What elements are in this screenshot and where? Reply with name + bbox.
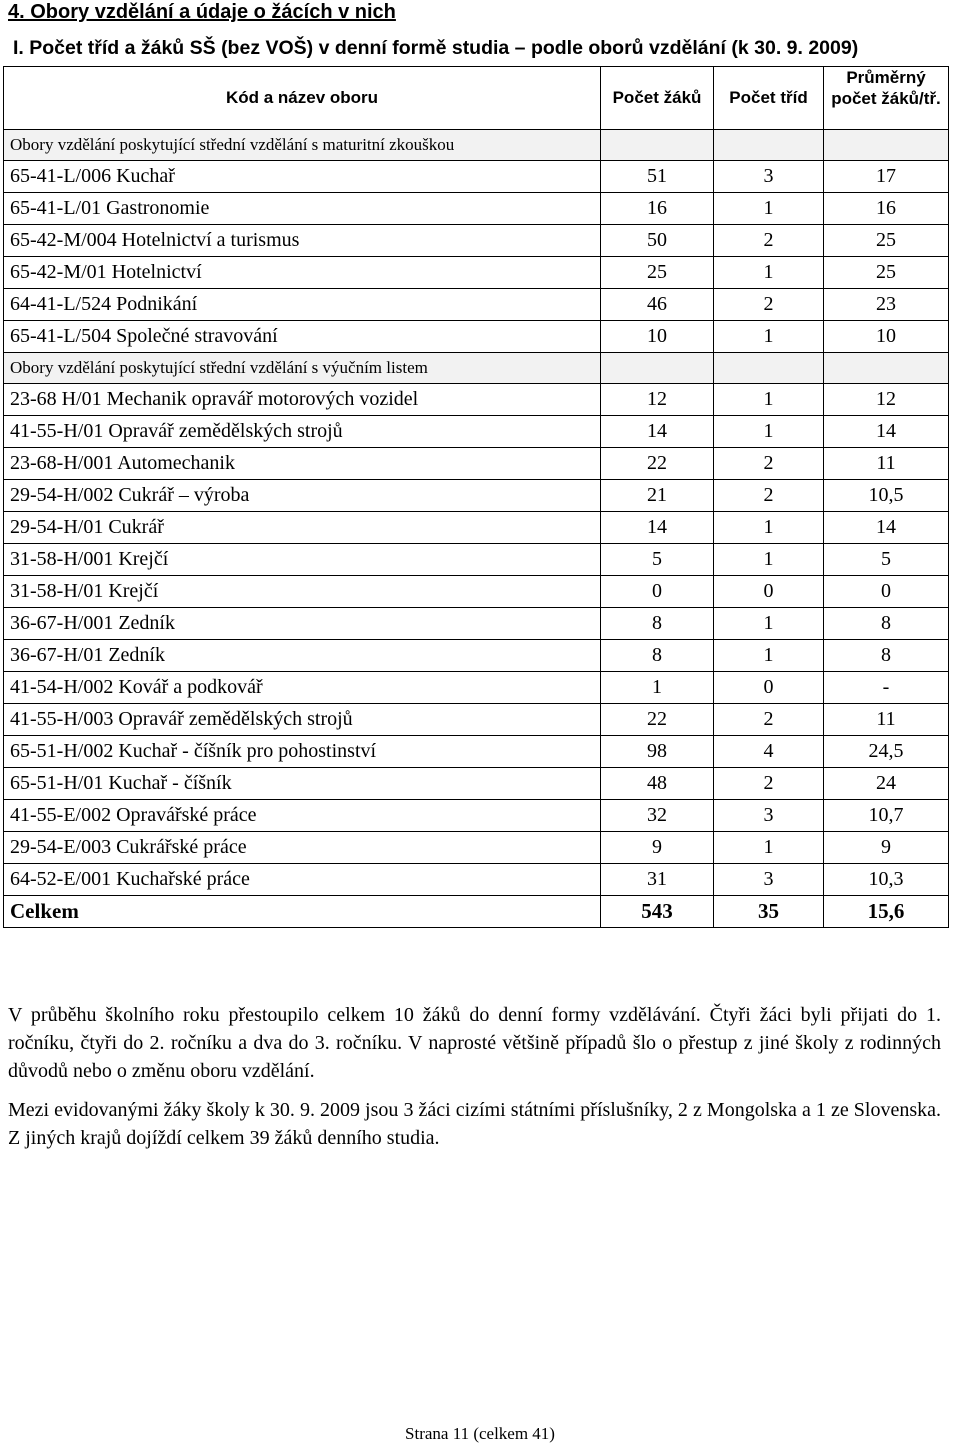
table-row <box>4 672 949 704</box>
row-pupils: 22 <box>601 704 714 736</box>
page-footer: Strana 11 (celkem 41) <box>405 1424 555 1443</box>
row-avg: 24 <box>824 768 949 800</box>
row-classes: 3 <box>714 800 824 832</box>
table-row <box>4 448 949 480</box>
row-pupils: 48 <box>601 768 714 800</box>
row-avg: 8 <box>824 608 949 640</box>
row-classes: 0 <box>714 576 824 608</box>
row-avg: 0 <box>824 576 949 608</box>
header-code: Kód a název oboru <box>4 67 601 130</box>
row-field-name: 23-68 H/01 Mechanik opravář motorových vozidel <box>4 384 601 416</box>
row-classes: 3 <box>714 161 824 193</box>
row-avg: 10,5 <box>824 480 949 512</box>
row-avg: - <box>824 672 949 704</box>
row-pupils: 9 <box>601 832 714 864</box>
row-avg: 11 <box>824 448 949 480</box>
row-field-name: 65-41-L/01 Gastronomie <box>4 193 601 225</box>
table-row <box>4 257 949 289</box>
section-row <box>4 130 949 161</box>
table-row <box>4 800 949 832</box>
header-pupils: Počet žáků <box>601 67 714 130</box>
row-avg: 11 <box>824 704 949 736</box>
row-pupils: 0 <box>601 576 714 608</box>
row-pupils: 8 <box>601 608 714 640</box>
row-avg: 12 <box>824 384 949 416</box>
row-classes: 2 <box>714 289 824 321</box>
row-field-name: 41-55-E/002 Opravářské práce <box>4 800 601 832</box>
row-avg: 8 <box>824 640 949 672</box>
row-field-name: 65-41-L/504 Společné stravování <box>4 321 601 353</box>
section-row <box>4 353 949 384</box>
row-avg: 5 <box>824 544 949 576</box>
row-pupils: 22 <box>601 448 714 480</box>
row-classes: 35 <box>714 896 824 928</box>
table-row <box>4 608 949 640</box>
row-field-name: 65-51-H/002 Kuchař - číšník pro pohostinství <box>4 736 601 768</box>
row-avg: 15,6 <box>824 896 949 928</box>
table-row <box>4 384 949 416</box>
row-classes: 2 <box>714 480 824 512</box>
row-field-name: 36-67-H/01 Zedník <box>4 640 601 672</box>
table-row <box>4 193 949 225</box>
row-field-name: 65-51-H/01 Kuchař - číšník <box>4 768 601 800</box>
row-pupils: 12 <box>601 384 714 416</box>
section-heading: 4. Obory vzdělání a údaje o žácích v nich <box>8 1 396 23</box>
transfer-paragraph: V průběhu školního roku přestoupilo celkem 10 žáků do denní formy vzdělávání. Čtyři žáci byli přijati do 1. ročníku, čtyři do 2. ročníku a dva do 3. ročníku. V naprosté většině případů šlo o přestup z jiné školy z rodinných důvodů nebo o změnu oboru vzdělání. <box>8 1004 941 1082</box>
row-classes: 0 <box>714 672 824 704</box>
row-avg: 24,5 <box>824 736 949 768</box>
table-row <box>4 768 949 800</box>
row-field-name: 41-54-H/002 Kovář a podkovář <box>4 672 601 704</box>
row-field-name: 64-41-L/524 Podnikání <box>4 289 601 321</box>
row-avg: 25 <box>824 225 949 257</box>
row-classes: 1 <box>714 544 824 576</box>
row-pupils: 5 <box>601 544 714 576</box>
row-field-name: 64-52-E/001 Kuchařské práce <box>4 864 601 896</box>
row-avg: 14 <box>824 416 949 448</box>
table-row <box>4 321 949 353</box>
row-field-name: 29-54-H/01 Cukrář <box>4 512 601 544</box>
table-row <box>4 289 949 321</box>
row-classes: 4 <box>714 736 824 768</box>
row-avg: 17 <box>824 161 949 193</box>
section-label: Obory vzdělání poskytující střední vzdělání s maturitní zkouškou <box>4 130 601 161</box>
row-avg: 14 <box>824 512 949 544</box>
foreign-students-paragraph: Mezi evidovanými žáky školy k 30. 9. 2009 jsou 3 žáci cizími státními příslušníky, 2 z Mongolska a 1 ze Slovenska. Z jiných krajů dojíždí celkem 39 žáků denního studia. <box>8 1099 941 1149</box>
row-classes: 2 <box>714 704 824 736</box>
row-pupils: 25 <box>601 257 714 289</box>
table-row <box>4 736 949 768</box>
row-pupils: 14 <box>601 512 714 544</box>
row-pupils: 21 <box>601 480 714 512</box>
section-empty-cell <box>824 353 949 384</box>
table-title: I. Počet tříd a žáků SŠ (bez VOŠ) v denní formě studia – podle oborů vzdělání (k 30. 9. 2009) <box>13 37 859 59</box>
row-avg: 10,7 <box>824 800 949 832</box>
table-row <box>4 544 949 576</box>
row-pupils: 46 <box>601 289 714 321</box>
row-classes: 1 <box>714 512 824 544</box>
row-field-name: 23-68-H/001 Automechanik <box>4 448 601 480</box>
row-field-name: Celkem <box>4 896 601 928</box>
row-classes: 1 <box>714 257 824 289</box>
section-empty-cell <box>714 130 824 161</box>
header-classes: Počet tříd <box>714 67 824 130</box>
section-label: Obory vzdělání poskytující střední vzdělání s výučním listem <box>4 353 601 384</box>
row-field-name: 65-41-L/006 Kuchař <box>4 161 601 193</box>
row-field-name: 41-55-H/01 Opravář zemědělských strojů <box>4 416 601 448</box>
row-pupils: 10 <box>601 321 714 353</box>
row-field-name: 65-42-M/004 Hotelnictví a turismus <box>4 225 601 257</box>
row-classes: 1 <box>714 640 824 672</box>
section-empty-cell <box>824 130 949 161</box>
table-row <box>4 704 949 736</box>
row-avg: 25 <box>824 257 949 289</box>
row-field-name: 29-54-E/003 Cukrářské práce <box>4 832 601 864</box>
table-row <box>4 832 949 864</box>
row-field-name: 41-55-H/003 Opravář zemědělských strojů <box>4 704 601 736</box>
row-classes: 1 <box>714 193 824 225</box>
row-avg: 23 <box>824 289 949 321</box>
row-field-name: 65-42-M/01 Hotelnictví <box>4 257 601 289</box>
table-header-row <box>4 67 949 130</box>
row-pupils: 543 <box>601 896 714 928</box>
row-avg: 10,3 <box>824 864 949 896</box>
row-field-name: 31-58-H/001 Krejčí <box>4 544 601 576</box>
row-avg: 16 <box>824 193 949 225</box>
table-row <box>4 416 949 448</box>
table-row <box>4 512 949 544</box>
table-row <box>4 161 949 193</box>
table-row <box>4 480 949 512</box>
section-empty-cell <box>714 353 824 384</box>
row-classes: 1 <box>714 416 824 448</box>
table-row <box>4 640 949 672</box>
row-classes: 3 <box>714 864 824 896</box>
row-pupils: 16 <box>601 193 714 225</box>
row-classes: 1 <box>714 384 824 416</box>
total-row <box>4 896 949 928</box>
row-classes: 1 <box>714 608 824 640</box>
table-row <box>4 576 949 608</box>
row-field-name: 31-58-H/01 Krejčí <box>4 576 601 608</box>
row-classes: 1 <box>714 321 824 353</box>
row-avg: 10 <box>824 321 949 353</box>
row-pupils: 8 <box>601 640 714 672</box>
row-field-name: 36-67-H/001 Zedník <box>4 608 601 640</box>
row-classes: 1 <box>714 832 824 864</box>
row-pupils: 50 <box>601 225 714 257</box>
row-pupils: 14 <box>601 416 714 448</box>
row-avg: 9 <box>824 832 949 864</box>
row-pupils: 98 <box>601 736 714 768</box>
row-pupils: 32 <box>601 800 714 832</box>
row-pupils: 51 <box>601 161 714 193</box>
row-pupils: 1 <box>601 672 714 704</box>
section-empty-cell <box>601 130 714 161</box>
row-classes: 2 <box>714 448 824 480</box>
row-field-name: 29-54-H/002 Cukrář – výroba <box>4 480 601 512</box>
row-classes: 2 <box>714 768 824 800</box>
table-row <box>4 225 949 257</box>
section-empty-cell <box>601 353 714 384</box>
header-avg: Průměrný počet žáků/tř. <box>824 67 949 130</box>
table-row <box>4 864 949 896</box>
row-pupils: 31 <box>601 864 714 896</box>
students-table <box>3 66 949 928</box>
row-classes: 2 <box>714 225 824 257</box>
